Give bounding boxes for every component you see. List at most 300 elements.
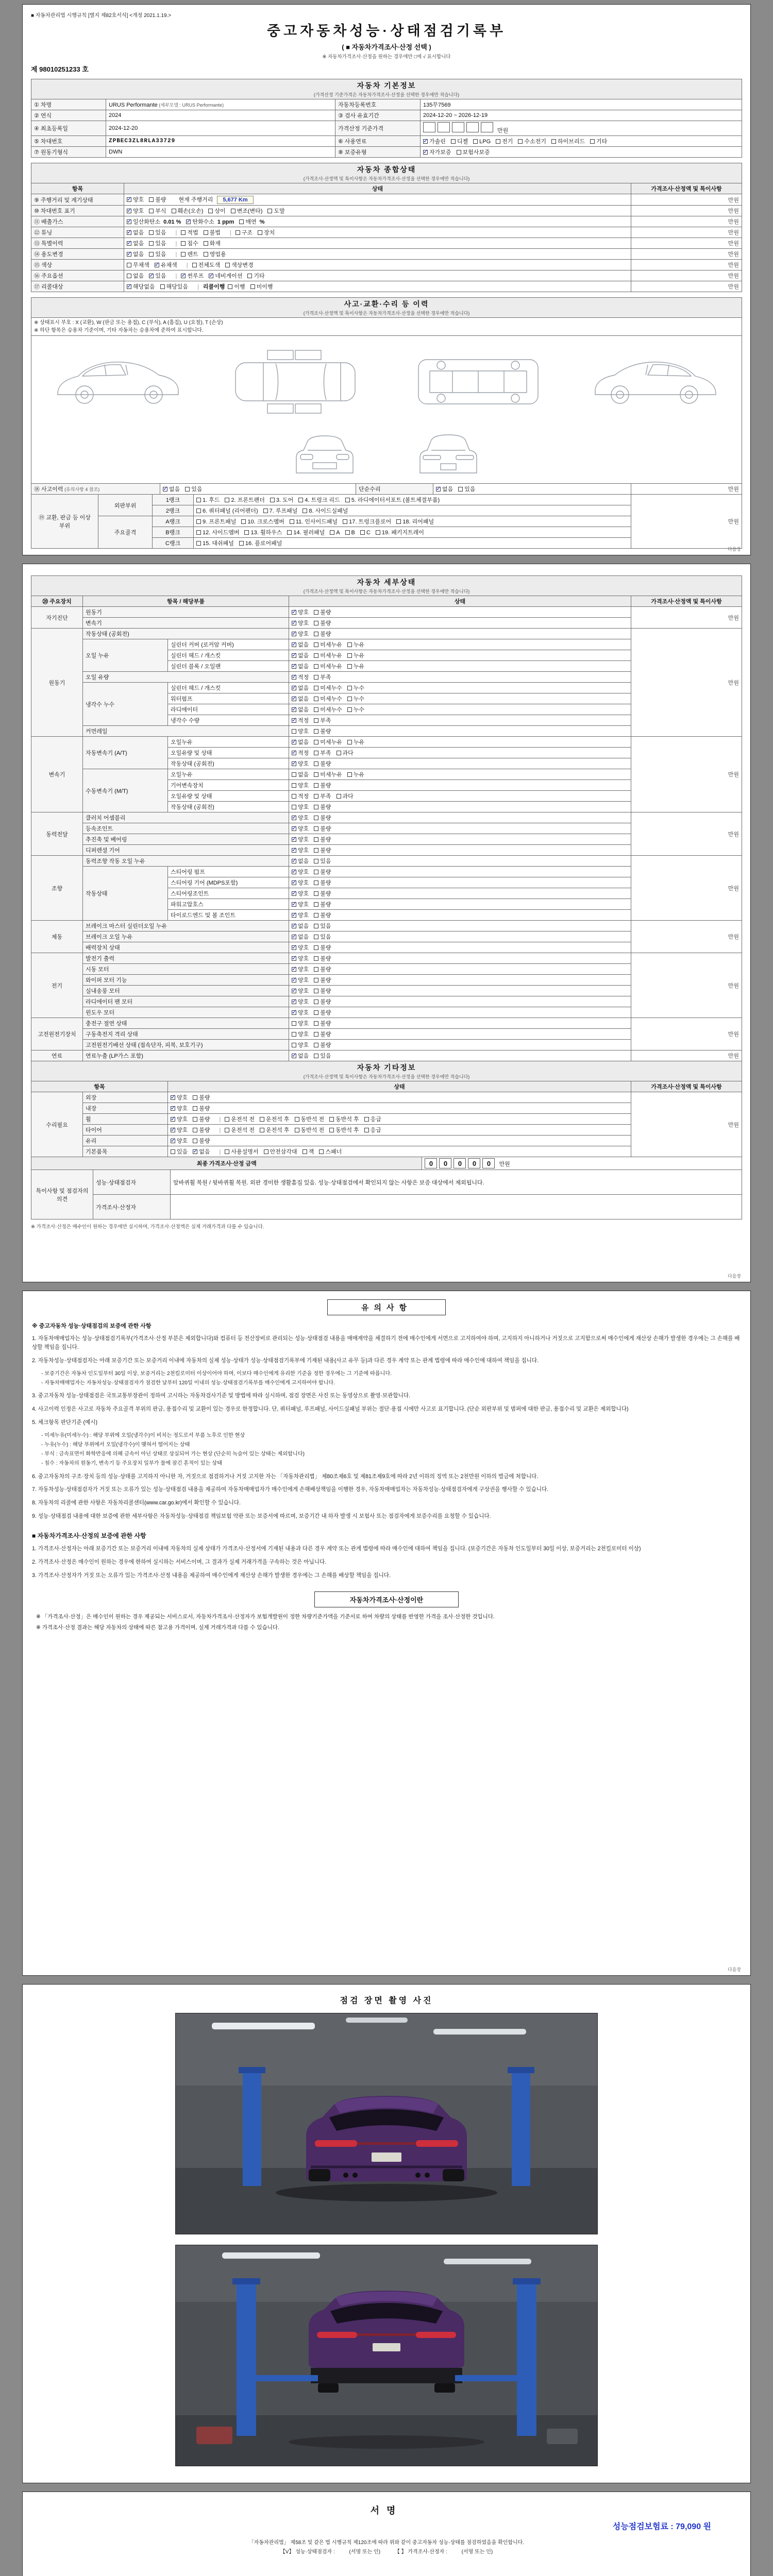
header-state: 상태: [124, 183, 631, 194]
item-label: 시동 모터: [83, 964, 289, 975]
diagram-row: [31, 336, 742, 484]
checked-option: ✓ 양호: [292, 868, 309, 876]
checked-option: ✓ 없음: [127, 239, 144, 247]
device-group-label: 자기진단: [31, 607, 83, 629]
notice-item: 9. 성능·상태점검 내용에 대한 보증에 관한 세부사항은 자동차성능·상태점검 책임보험 약관 또는 보증서에 따르며, 보증기간 내 하자 발생 시 보험사 또는 점검자에게 보증수리를 요청할 수 있습니다.: [32, 1513, 491, 1520]
price-cell: 만원: [631, 921, 742, 953]
checked-option: ✓ 양호: [292, 911, 309, 919]
base-price-value: [421, 121, 742, 136]
checkbox-unchecked-icon: [193, 1139, 197, 1143]
overall-state-cell: [124, 260, 631, 270]
checkbox-unchecked-icon: [343, 519, 347, 524]
checkbox-checked-icon: [292, 697, 296, 701]
checkbox-unchecked-icon: [376, 530, 380, 535]
engine-type-label: ⑦ 원동기형식: [31, 147, 106, 158]
checkbox-unchecked-icon: [292, 1043, 296, 1047]
checkbox-unchecked-icon: [314, 653, 318, 658]
checkbox-unchecked-icon: [347, 653, 352, 658]
checkbox-unchecked-icon: [171, 1149, 175, 1154]
unchecked-option: 해당있음: [160, 282, 189, 291]
section-header-overall-status: [31, 163, 742, 183]
checked-option: ✓ 없음: [292, 662, 309, 670]
option-value: %: [259, 219, 265, 225]
notice-subitem: - 미세누유(미세누수) : 해당 부위에 오일(냉각수)이 비치는 정도로서 부품 노후로 인한 현상: [41, 1433, 245, 1439]
fee-label: 성능점검보험료 :: [612, 2522, 674, 2531]
unchecked-option: 16. 플로어패널: [239, 539, 282, 547]
checkbox-unchecked-icon: [314, 902, 318, 907]
item-label: 클러치 어셈블리: [83, 812, 289, 823]
item-label: 오일 유량: [83, 672, 289, 683]
checkbox-checked-icon: [423, 150, 428, 155]
checked-option: ✓ 네비게이션: [209, 272, 242, 280]
checkbox-checked-icon: [292, 632, 296, 636]
item-label: 동력조향 작동 오일 누유: [83, 856, 289, 867]
page-5: [22, 2492, 751, 2576]
checkbox-unchecked-icon: [314, 718, 318, 723]
header-item: 항목 / 해당부품: [83, 596, 289, 607]
checkbox-unchecked-icon: [270, 498, 275, 502]
checkbox-unchecked-icon: [314, 999, 318, 1004]
engine-type-value: DWN: [106, 147, 335, 158]
unchecked-option: 누유: [347, 770, 364, 778]
checkbox-checked-icon: [127, 219, 131, 224]
item-label: 작동상태 (공회전): [83, 629, 289, 639]
checked-option: ✓ 양호: [292, 608, 309, 616]
overall-item-label: ⑫ 튜닝: [31, 227, 124, 238]
unchecked-option: 미세누유: [314, 662, 342, 670]
price-cell: 만원: [631, 260, 742, 270]
unchecked-option: 누유: [347, 662, 364, 670]
next-page-marker: 다음장: [727, 1274, 741, 1279]
unchecked-option: 있음: [314, 933, 331, 941]
checked-option: ✓ 가솔린: [423, 137, 446, 145]
exchange-label: ⑲ 교환, 판금 등 이상 부위: [31, 495, 98, 549]
state-cell: [289, 877, 631, 888]
group-divider: |: [175, 241, 177, 247]
checkbox-unchecked-icon: [204, 252, 208, 257]
checkbox-checked-icon: [292, 1054, 296, 1058]
checkbox-unchecked-icon: [347, 740, 352, 744]
overall-row: [31, 206, 742, 216]
simple-repair-label: 단순수리: [356, 484, 433, 495]
device-group-label: 변속기: [31, 737, 83, 812]
checkbox-unchecked-icon: [364, 1128, 369, 1132]
unchecked-option: 불량: [314, 630, 331, 638]
group-divider: |: [186, 262, 188, 268]
state-cell: [289, 953, 631, 964]
price-unit: 만원: [497, 128, 509, 134]
detail-row: [31, 921, 742, 931]
rank-items: [194, 505, 631, 516]
page-3: [22, 1291, 751, 1976]
checkbox-unchecked-icon: [208, 209, 213, 213]
item-label: 발전기 출력: [83, 953, 289, 964]
state-cell: [289, 845, 631, 856]
warranty-type-label: ⑧ 보증유형: [335, 147, 421, 158]
unchecked-option: 있음: [185, 485, 202, 493]
guarantee-item: 1. 가격조사·산정자는 아래 보증기간 또는 보증거리 이내에 자동차의 실제 상태가 가격조사·산정서에 기재된 내용과 다른 경우 계약 또는 관계 법령에 따라 매수인에 대하여 책임을 집니다. (보증기간은 자동차 인도일부터 30일 이상, 보증거리는 2천킬로미터 이상): [32, 1546, 641, 1552]
unchecked-option: 이행: [228, 282, 245, 291]
sub-item-label: 기어변속장치: [168, 780, 289, 791]
detail-row: [31, 1050, 742, 1061]
checkbox-unchecked-icon: [457, 150, 461, 155]
unchecked-option: 장치: [258, 228, 275, 236]
checkbox-unchecked-icon: [192, 263, 197, 267]
checkbox-unchecked-icon: [292, 1032, 296, 1037]
page-2: [22, 564, 751, 1282]
signature-heading: 서명: [370, 2505, 403, 2516]
car-front-rear-diagrams: [34, 420, 739, 482]
document-subtitle-note: ※ 자동차가격조사·산정을 원하는 경우에만 □에 √ 표시합니다: [322, 54, 451, 60]
checked-option: ✓ 없음: [292, 922, 309, 930]
item-label: 구동축전지 격리 상태: [83, 1029, 289, 1040]
inspection-insurance-fee: [31, 2520, 711, 2532]
opinion-row: [31, 1170, 742, 1195]
checked-option: ✓ 양호: [292, 976, 309, 984]
unchecked-option: 도말: [267, 207, 284, 215]
unchecked-option: 4. 트렁크 리드: [298, 496, 340, 504]
checkbox-unchecked-icon: [287, 530, 292, 535]
rank-items: [194, 516, 631, 527]
repair-needed-group-label: 수리필요: [31, 1092, 83, 1157]
state-cell: [289, 834, 631, 845]
item-label: 작동상태: [83, 867, 168, 921]
section-title: 사고·교환·수리 등 이력: [344, 300, 429, 308]
checked-option: ✓ 없음: [292, 857, 309, 865]
device-group-label: 전기: [31, 953, 83, 1018]
checked-option: ✓ 없음: [292, 694, 309, 703]
checkbox-checked-icon: [127, 284, 131, 289]
section-note: (가격산정 기준가격은 자동차가격조사·산정을 선택한 경우에만 적습니다): [313, 92, 460, 97]
opinion-side-label: 특이사항 및 점검자의 의견: [31, 1170, 93, 1219]
column-header-row: [31, 596, 742, 607]
unchecked-option: 13. 휠하우스: [244, 528, 282, 536]
price-cell: 만원: [631, 856, 742, 921]
price-cell: 만원: [631, 281, 742, 292]
page-4: [22, 1984, 751, 2483]
header-state: 상태: [168, 1081, 631, 1092]
item-label: 고전원전기배선 상태 (접속단자, 피복, 보호기구): [83, 1040, 289, 1050]
state-cell: [289, 856, 631, 867]
unchecked-option: 있음: [314, 857, 331, 865]
notice-item: 4. 사고이력 인정은 사고로 자동차 주요골격 부위의 판금, 용접수리 및 교환이 있는 경우로 한정합니다. 단, 쿼터패널, 루프패널, 사이드실패널 부위는 절단·용접 시에만 사고로 표기합니다. (단순 외판부위 및 범퍼에 대한 판금, 용접수리 및 교환은 제외합니다): [32, 1406, 629, 1413]
checkbox-checked-icon: [149, 274, 154, 278]
state-code-legend: ※ 상태표시 부호 : X (교환), W (판금 또는 용접), C (부식), A (흠집), U (요철), T (손상): [34, 320, 223, 326]
unchecked-option: 부족: [314, 792, 331, 800]
unchecked-option: 과다: [337, 749, 354, 757]
unchecked-option: 불량: [314, 759, 331, 768]
form-reference: ■ 자동차관리법 시행규칙 [별지 제82호서식] <개정 2021.1.19.>: [31, 13, 172, 19]
document-title: 중고자동차성능·상태점검기록부: [266, 23, 507, 39]
detail-row: [31, 607, 742, 618]
checkbox-unchecked-icon: [314, 610, 318, 615]
unchecked-option: 렌트: [181, 250, 198, 258]
checkbox-checked-icon: [127, 197, 131, 202]
section-header-row: [31, 576, 742, 596]
checkbox-unchecked-icon: [314, 632, 318, 636]
unchecked-option: 불량: [314, 868, 331, 876]
state-cell: [289, 683, 631, 693]
checkbox-unchecked-icon: [239, 541, 244, 546]
notice-item: 2. 자동차성능·상태점검자는 아래 보증기간 또는 보증거리 이내에 자동차의 실제 성능·상태가 성능·상태점검기록부에 기재된 내용(사고 유무 등)과 다른 경우 계약 또는 관계 법령에 따라 매수인에 대하여 책임을 집니다.: [32, 1357, 539, 1364]
detail-row: [31, 953, 742, 964]
opinion-row: [31, 1195, 742, 1219]
opinion-text: [171, 1195, 742, 1219]
checked-option: ✓ 양호: [292, 619, 309, 627]
rank-items: [194, 527, 631, 538]
section-note: (가격조사·산정액 및 특이사항은 자동차가격조사·산정을 선택한 경우에만 적습니다): [303, 176, 470, 181]
checkbox-unchecked-icon: [193, 1128, 197, 1132]
checked-option: ✓ 없음: [292, 684, 309, 692]
notice-item: 1. 자동차매매업자는 성능·상태점검기록부(가격조사·산정 부분은 제외합니다)와 컴퓨터 등 전산장비로 관리되는 성능·상태점검 내용을 매매계약을 체결하기 전에 매수인에게 서면으로 고지하여야 하며, 고지하지 아니하거나 거짓으로 고지함으로써 매수인에게 재산상 손해가 발생한 경우에는 그 손해를 배상할 책임을 집니다.: [32, 1335, 740, 1350]
checkbox-checked-icon: [292, 902, 296, 907]
section-note: (가격조사·산정액 및 특이사항은 자동차가격조사·산정을 선택한 경우에만 적습니다): [303, 311, 470, 316]
checked-option: ✓ 적정: [292, 749, 309, 757]
price-digit-box: [423, 122, 435, 132]
checked-option: ✓ 일산화탄소 0.01 %: [127, 217, 181, 226]
etc-state-cell: [168, 1103, 631, 1114]
unchecked-option: 불량: [314, 781, 331, 789]
sub-item-label: 냉각수 수량: [168, 715, 289, 726]
unchecked-option: 부식: [149, 207, 166, 215]
item-label: 오일 누유: [83, 639, 168, 672]
sub-item-label: 오일유량 및 상태: [168, 748, 289, 758]
checkbox-unchecked-icon: [314, 870, 318, 874]
checkbox-unchecked-icon: [314, 697, 318, 701]
legend-cell: [31, 318, 742, 336]
column-header-row: [31, 1081, 742, 1092]
rank-label: 2랭크: [153, 505, 194, 516]
section-note: (가격조사·산정액 및 특이사항은 자동차가격조사·산정을 선택한 경우에만 적습니다): [303, 589, 470, 594]
checkbox-unchecked-icon: [347, 697, 352, 701]
opinion-author-label: 가격조사·산정자: [93, 1195, 171, 1219]
checkbox-unchecked-icon: [292, 729, 296, 734]
overall-row: [31, 270, 742, 281]
overall-item-label: ⑭ 용도변경: [31, 249, 124, 260]
overall-state-cell: [124, 270, 631, 281]
item-label: 추진축 및 베어링: [83, 834, 289, 845]
checkbox-checked-icon: [127, 230, 131, 235]
unchecked-option: 매연 %: [239, 217, 264, 226]
checked-option: ✓ 없음: [292, 640, 309, 649]
checkbox-unchecked-icon: [298, 498, 303, 502]
inspection-period-value: 2024-12-20 ~ 2026-12-19: [421, 110, 742, 121]
unchecked-option: 불량: [193, 1093, 210, 1101]
item-label: 디퍼렌셜 기어: [83, 845, 289, 856]
price-cell: 만원: [631, 953, 742, 1018]
checked-option: ✓ 양호: [292, 954, 309, 962]
checkbox-unchecked-icon: [314, 880, 318, 885]
checkbox-unchecked-icon: [292, 805, 296, 809]
checkbox-checked-icon: [292, 718, 296, 723]
checkbox-unchecked-icon: [329, 1117, 334, 1122]
checkbox-unchecked-icon: [314, 707, 318, 712]
checkbox-checked-icon: [292, 989, 296, 993]
state-cell: [289, 888, 631, 899]
price-digit-box: 0: [468, 1158, 480, 1168]
price-digit-box: [452, 122, 464, 132]
etc-item-label: 기본품목: [83, 1146, 168, 1157]
unchecked-option: 불량: [314, 987, 331, 995]
price-cell: 만원: [631, 194, 742, 206]
checkbox-unchecked-icon: [314, 891, 318, 896]
checkbox-unchecked-icon: [149, 241, 154, 246]
unchecked-option: 미세누수: [314, 694, 342, 703]
unchecked-option: 있음: [171, 1147, 188, 1156]
checkbox-unchecked-icon: [347, 772, 352, 777]
state-cell: [289, 780, 631, 791]
checked-option: ✓ 없음: [436, 485, 453, 493]
unchecked-option: 부족: [314, 749, 331, 757]
notice-item: 7. 자동차성능·상태점검자가 거짓 또는 오류가 있는 성능·상태점검 내용을 제공하여 자동차매매업자가 매수인에게 손해배상책임을 이행한 경우, 자동차매매업자는 자동차성능·상태점검자에게 구상권을 행사할 수 있습니다.: [32, 1486, 549, 1493]
price-cell: 만원: [631, 1092, 742, 1157]
fuel-type-options: [421, 136, 742, 147]
overall-item-label: ⑪ 배출가스: [31, 216, 124, 227]
table-row: [31, 121, 742, 136]
sub-item-label: 오일유량 및 상태: [168, 791, 289, 802]
unchecked-option: 운전석 전: [225, 1115, 255, 1123]
checkbox-unchecked-icon: [260, 1128, 264, 1132]
checkbox-unchecked-icon: [314, 924, 318, 928]
table-row: [31, 136, 742, 147]
unchecked-option: 미세누유: [314, 738, 342, 746]
car-left-side-diagram: [51, 342, 190, 419]
column-header-row: [31, 183, 742, 194]
checkbox-unchecked-icon: [314, 935, 318, 939]
checkbox-unchecked-icon: [551, 139, 556, 144]
unchecked-option: 불량: [314, 965, 331, 973]
checkbox-unchecked-icon: [239, 219, 244, 224]
notice-subitem: - 누유(누수) : 해당 부위에서 오일(냉각수)이 맺혀서 떨어지는 상태: [41, 1442, 190, 1448]
etc-row: [31, 1092, 742, 1103]
checkbox-checked-icon: [209, 274, 213, 278]
overall-state-cell: [124, 216, 631, 227]
checked-option: ✓ 양호: [171, 1093, 188, 1101]
checkbox-unchecked-icon: [225, 1149, 229, 1154]
unchecked-option: 양호: [292, 1041, 309, 1049]
item-label: 배력장치 상태: [83, 942, 289, 953]
sub-item-label: 오일누유: [168, 737, 289, 748]
state-cell: [289, 1050, 631, 1061]
unchecked-option: 불량: [193, 1104, 210, 1112]
state-cell: [289, 942, 631, 953]
checkbox-checked-icon: [292, 880, 296, 885]
checkbox-unchecked-icon: [292, 794, 296, 799]
group-divider: |: [175, 230, 177, 236]
device-group-label: 조향: [31, 856, 83, 921]
checked-option: ✓ 없음: [292, 705, 309, 714]
unchecked-option: 불량: [314, 824, 331, 833]
checkbox-checked-icon: [292, 740, 296, 744]
checked-option: ✓ 양호: [292, 889, 309, 897]
group-divider: |: [219, 1116, 221, 1123]
state-cell: [289, 1018, 631, 1029]
state-cell: [289, 737, 631, 748]
item-label: 냉각수 누수: [83, 683, 168, 726]
checkbox-unchecked-icon: [263, 509, 268, 513]
overall-state-cell: [124, 206, 631, 216]
unchecked-option: 불량: [314, 954, 331, 962]
checked-option: ✓ 없음: [127, 228, 144, 236]
unchecked-option: 불량: [193, 1115, 210, 1123]
unchecked-option: 불량: [149, 195, 166, 204]
state-cell: [289, 791, 631, 802]
exchange-row: [31, 495, 742, 505]
checkbox-unchecked-icon: [590, 139, 595, 144]
rank-label: 1랭크: [153, 495, 194, 505]
unchecked-option: 누수: [347, 694, 364, 703]
state-cell: [289, 802, 631, 812]
unchecked-option: 보험사보증: [457, 148, 490, 156]
rank-items: [194, 538, 631, 549]
unchecked-option: 불법: [204, 228, 221, 236]
unchecked-option: 양호: [292, 803, 309, 811]
basic-info-table: [31, 79, 742, 158]
unchecked-option: 화재: [204, 239, 221, 247]
section-header-row: [31, 163, 742, 183]
checked-option: ✓ 없음: [292, 1052, 309, 1060]
unchecked-option: 누수: [347, 684, 364, 692]
checked-option: ✓ 양호: [292, 1008, 309, 1016]
checked-option: ✓ 없음: [292, 651, 309, 659]
checkbox-unchecked-icon: [314, 826, 318, 831]
notice-item: 8. 자동차의 리콜에 관한 사항은 자동차리콜센터(www.car.go.kr)에서 확인할 수 있습니다.: [32, 1500, 241, 1506]
vehicle-submodel: (세부모델 : URUS Performante): [157, 102, 224, 108]
final-price-value: [422, 1157, 742, 1170]
checkbox-unchecked-icon: [337, 751, 341, 755]
unchecked-option: 양호: [292, 781, 309, 789]
price-cell: 만원: [631, 238, 742, 249]
option-value: 0.01 %: [163, 219, 181, 225]
price-cell: 만원: [631, 216, 742, 227]
item-label: 충전구 절연 상태: [83, 1018, 289, 1029]
checkbox-checked-icon: [292, 945, 296, 950]
checkbox-checked-icon: [181, 274, 186, 278]
etc-info-table: [31, 1061, 742, 1157]
checked-option: ✓ 탄화수소 1 ppm: [186, 217, 234, 226]
section-header-row: [31, 1061, 742, 1081]
checkbox-unchecked-icon: [347, 664, 352, 669]
section-title: 자동차 종합상태: [357, 165, 416, 174]
checkbox-unchecked-icon: [473, 139, 478, 144]
checkbox-unchecked-icon: [451, 139, 456, 144]
unchecked-option: 8. 사이드실패널: [303, 506, 348, 515]
sub-item-label: 실린더 블록 / 오일팬: [168, 661, 289, 672]
checked-option: ✓ 양호: [292, 759, 309, 768]
group-divider: |: [197, 284, 199, 290]
state-cell: [289, 672, 631, 683]
unchecked-option: 1. 후드: [196, 496, 220, 504]
checked-option: ✓ 양호: [292, 997, 309, 1006]
checkbox-unchecked-icon: [314, 805, 318, 809]
state-cell: [289, 639, 631, 650]
detail-row: [31, 812, 742, 823]
unchecked-option: 미세누수: [314, 684, 342, 692]
header-item: 항목: [31, 1081, 168, 1092]
unchecked-option: 기타: [590, 137, 607, 145]
unchecked-option: 응급: [364, 1115, 381, 1123]
item-label: 연료누출 (LP가스 포함): [83, 1050, 289, 1061]
notice-subitem: - 보증기간은 자동차 인도일부터 30일 이상, 보증거리는 2천킬로미터 이상이어야 하며, 이보다 매수인에게 유리한 기준을 정한 경우에는 그 기준에 따릅니다.: [41, 1370, 392, 1377]
warranty-type-options: [421, 147, 742, 158]
state-cell: [289, 758, 631, 769]
state-cell: [289, 726, 631, 737]
checkbox-unchecked-icon: [314, 967, 318, 972]
notice-item: 3. 중고자동차 성능·상태점검은 국토교통부장관이 정하여 고시하는 자동차검사기준 및 방법에 따라 실시하며, 점검 장면은 사진 또는 동영상으로 촬영·보관합니다.: [32, 1393, 411, 1399]
sub-item-label: 실린더 헤드 / 개스킷: [168, 683, 289, 693]
header-device: ⑳ 주요장치: [31, 596, 83, 607]
checkbox-checked-icon: [127, 209, 131, 213]
